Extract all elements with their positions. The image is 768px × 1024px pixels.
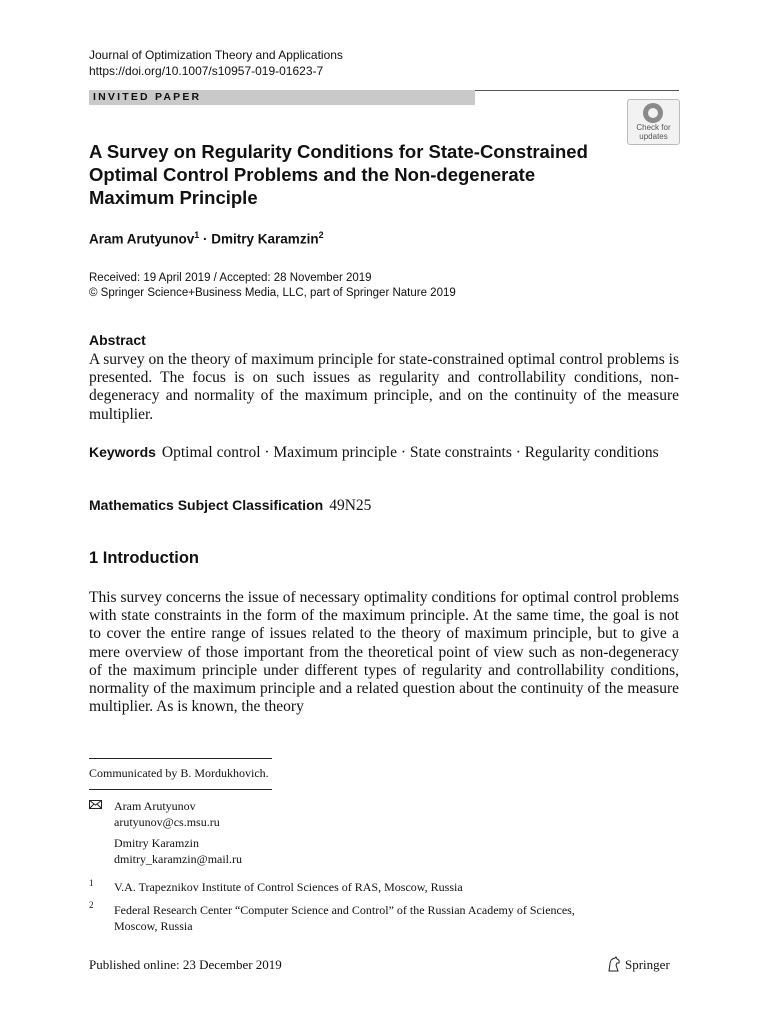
- intro-paragraph: This survey concerns the issue of necessary optimality conditions for optimal control problems with state constraints in the form of the maximum principle. At the same time, the goal is not to cover the entire range of issues related to the theory of maximum principle, but to give a mere overview of those important from the theoretical point of view such as non-degeneracy of the maximum principle under different types of regularity and controllability conditions, normality of the maximum principle and a related question about the continuity of the measure multiplier. As is known, the theory: [89, 589, 679, 716]
- abstract-heading: Abstract: [89, 332, 146, 348]
- received-accepted: Received: 19 April 2019 / Accepted: 28 November 2019: [89, 272, 372, 284]
- footnote-rule: [89, 789, 272, 790]
- affiliation-line: Federal Research Center “Computer Science and Control” of the Russian Academy of Sciences,: [114, 903, 575, 917]
- author-separator: ·: [199, 231, 212, 247]
- doi-link[interactable]: https://doi.org/10.1007/s10957-019-01623-7: [89, 63, 324, 78]
- keywords-label: Keywords: [89, 444, 156, 460]
- title-line-2: Optimal Control Problems and the Non-degenerate: [89, 164, 536, 185]
- author-affil-ref: 1: [194, 230, 200, 240]
- journal-header: [89, 48, 343, 79]
- contact-name: Aram Arutyunov: [114, 799, 196, 813]
- publication-dates: [89, 271, 456, 301]
- affiliation-number: 2: [89, 900, 94, 910]
- article-type-bar: [89, 90, 475, 105]
- title-line-3: Maximum Principle: [89, 187, 258, 208]
- contact-name: Dmitry Karamzin: [114, 836, 199, 850]
- check-for-updates-badge[interactable]: [627, 99, 680, 145]
- publisher-logo: [606, 956, 670, 973]
- paper-title: [89, 140, 629, 209]
- publisher-name: Springer: [625, 957, 670, 972]
- footnote-rule: [89, 758, 272, 759]
- abstract-text: A survey on the theory of maximum principle for state-constrained optimal control problems is presented. The focus is on such issues as regularity and controllability conditions, non-degeneracy and normality of the maximum principle, and on the continuity of the measure multiplier.: [89, 351, 679, 423]
- author-affil-ref: 2: [318, 230, 324, 240]
- badge-line-2: updates: [639, 131, 668, 141]
- affiliation-text: V.A. Trapeznikov Institute of Control Sciences of RAS, Moscow, Russia: [114, 880, 463, 894]
- keywords-text: Optimal control · Maximum principle · State constraints · Regularity conditions: [161, 444, 659, 461]
- affiliation-line: Moscow, Russia: [114, 919, 193, 933]
- msc-label: Mathematics Subject Classification: [89, 497, 324, 513]
- keywords-block: [89, 443, 679, 462]
- communicated-by: Communicated by B. Mordukhovich.: [89, 766, 269, 780]
- affiliation-number: 1: [89, 878, 94, 888]
- mail-icon: [89, 800, 102, 809]
- springer-horse-icon: [606, 956, 622, 972]
- published-online: Published online: 23 December 2019: [89, 957, 282, 972]
- journal-name: Journal of Optimization Theory and Applications: [89, 48, 343, 62]
- article-type-label: INVITED PAPER: [93, 91, 202, 103]
- author-name[interactable]: Dmitry Karamzin: [211, 231, 319, 247]
- crossmark-icon: [643, 103, 663, 123]
- affiliation-text: [114, 902, 674, 934]
- copyright-line: © Springer Science+Business Media, LLC, part of Springer Nature 2019: [89, 287, 456, 299]
- author-name[interactable]: Aram Arutyunov: [89, 231, 195, 247]
- corresponding-contacts: [114, 798, 242, 867]
- msc-value: 49N25: [329, 497, 372, 514]
- contact-email[interactable]: dmitry_karamzin@mail.ru: [114, 852, 243, 866]
- badge-line-1: Check for: [636, 123, 671, 132]
- title-line-1: A Survey on Regularity Conditions for State-Constrained: [89, 141, 588, 162]
- contact-email[interactable]: arutyunov@cs.msu.ru: [114, 815, 220, 829]
- header-rule: [475, 90, 679, 91]
- msc-block: [89, 497, 371, 515]
- author-list: [89, 230, 324, 247]
- section-heading: 1 Introduction: [89, 549, 199, 567]
